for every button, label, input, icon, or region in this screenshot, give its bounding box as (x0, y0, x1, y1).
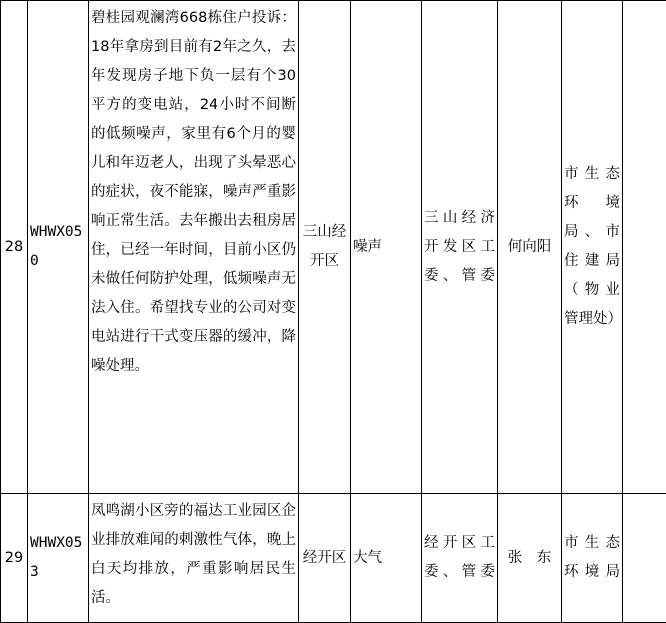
table-row (1, 494, 666, 623)
supervising-department: 市生态环境局 (562, 494, 623, 623)
table-row (1, 1, 666, 494)
row-number: 28 (1, 1, 28, 494)
responsible-person: 何向阳 (498, 1, 562, 494)
pollution-type: 大气 (351, 494, 422, 623)
responsible-person: 张 东 (498, 494, 562, 623)
remarks (623, 494, 666, 623)
administrative-area: 经开区 (299, 494, 351, 623)
administrative-area: 三山经开区 (299, 1, 351, 494)
case-code: WHWX053 (28, 494, 89, 623)
complaint-content: 碧桂园观澜湾668栋住户投诉：18年拿房到目前有2年之久，去年发现房子地下负一层有个30平方的变电站，24小时不间断的低频噪声，家里有6个月的婴儿和年迈老人，出现了头晕恶心的症状，夜不能寐，噪声严重影响正常生活。去年搬出去租房居住，已经一年时间，目前小区仍未做任何防护处理，低频噪声无法入住。希望找专业的公司对变电站进行干式变压器的缓冲，降噪处理。 (89, 1, 299, 494)
complaint-content: 凤鸣湖小区旁的福达工业园区企业排放难闻的刺激性气体，晚上白天均排放，严重影响居民生活。 (89, 494, 299, 623)
handling-unit: 经开区工委、管委 (422, 494, 498, 623)
row-number: 29 (1, 494, 28, 623)
handling-unit: 三山经济开发区工委、管委 (422, 1, 498, 494)
pollution-type: 噪声 (351, 1, 422, 494)
remarks (623, 1, 666, 494)
case-code: WHWX050 (28, 1, 89, 494)
supervising-department: 市生态环境局、市住建局（物业管理处） (562, 1, 623, 494)
